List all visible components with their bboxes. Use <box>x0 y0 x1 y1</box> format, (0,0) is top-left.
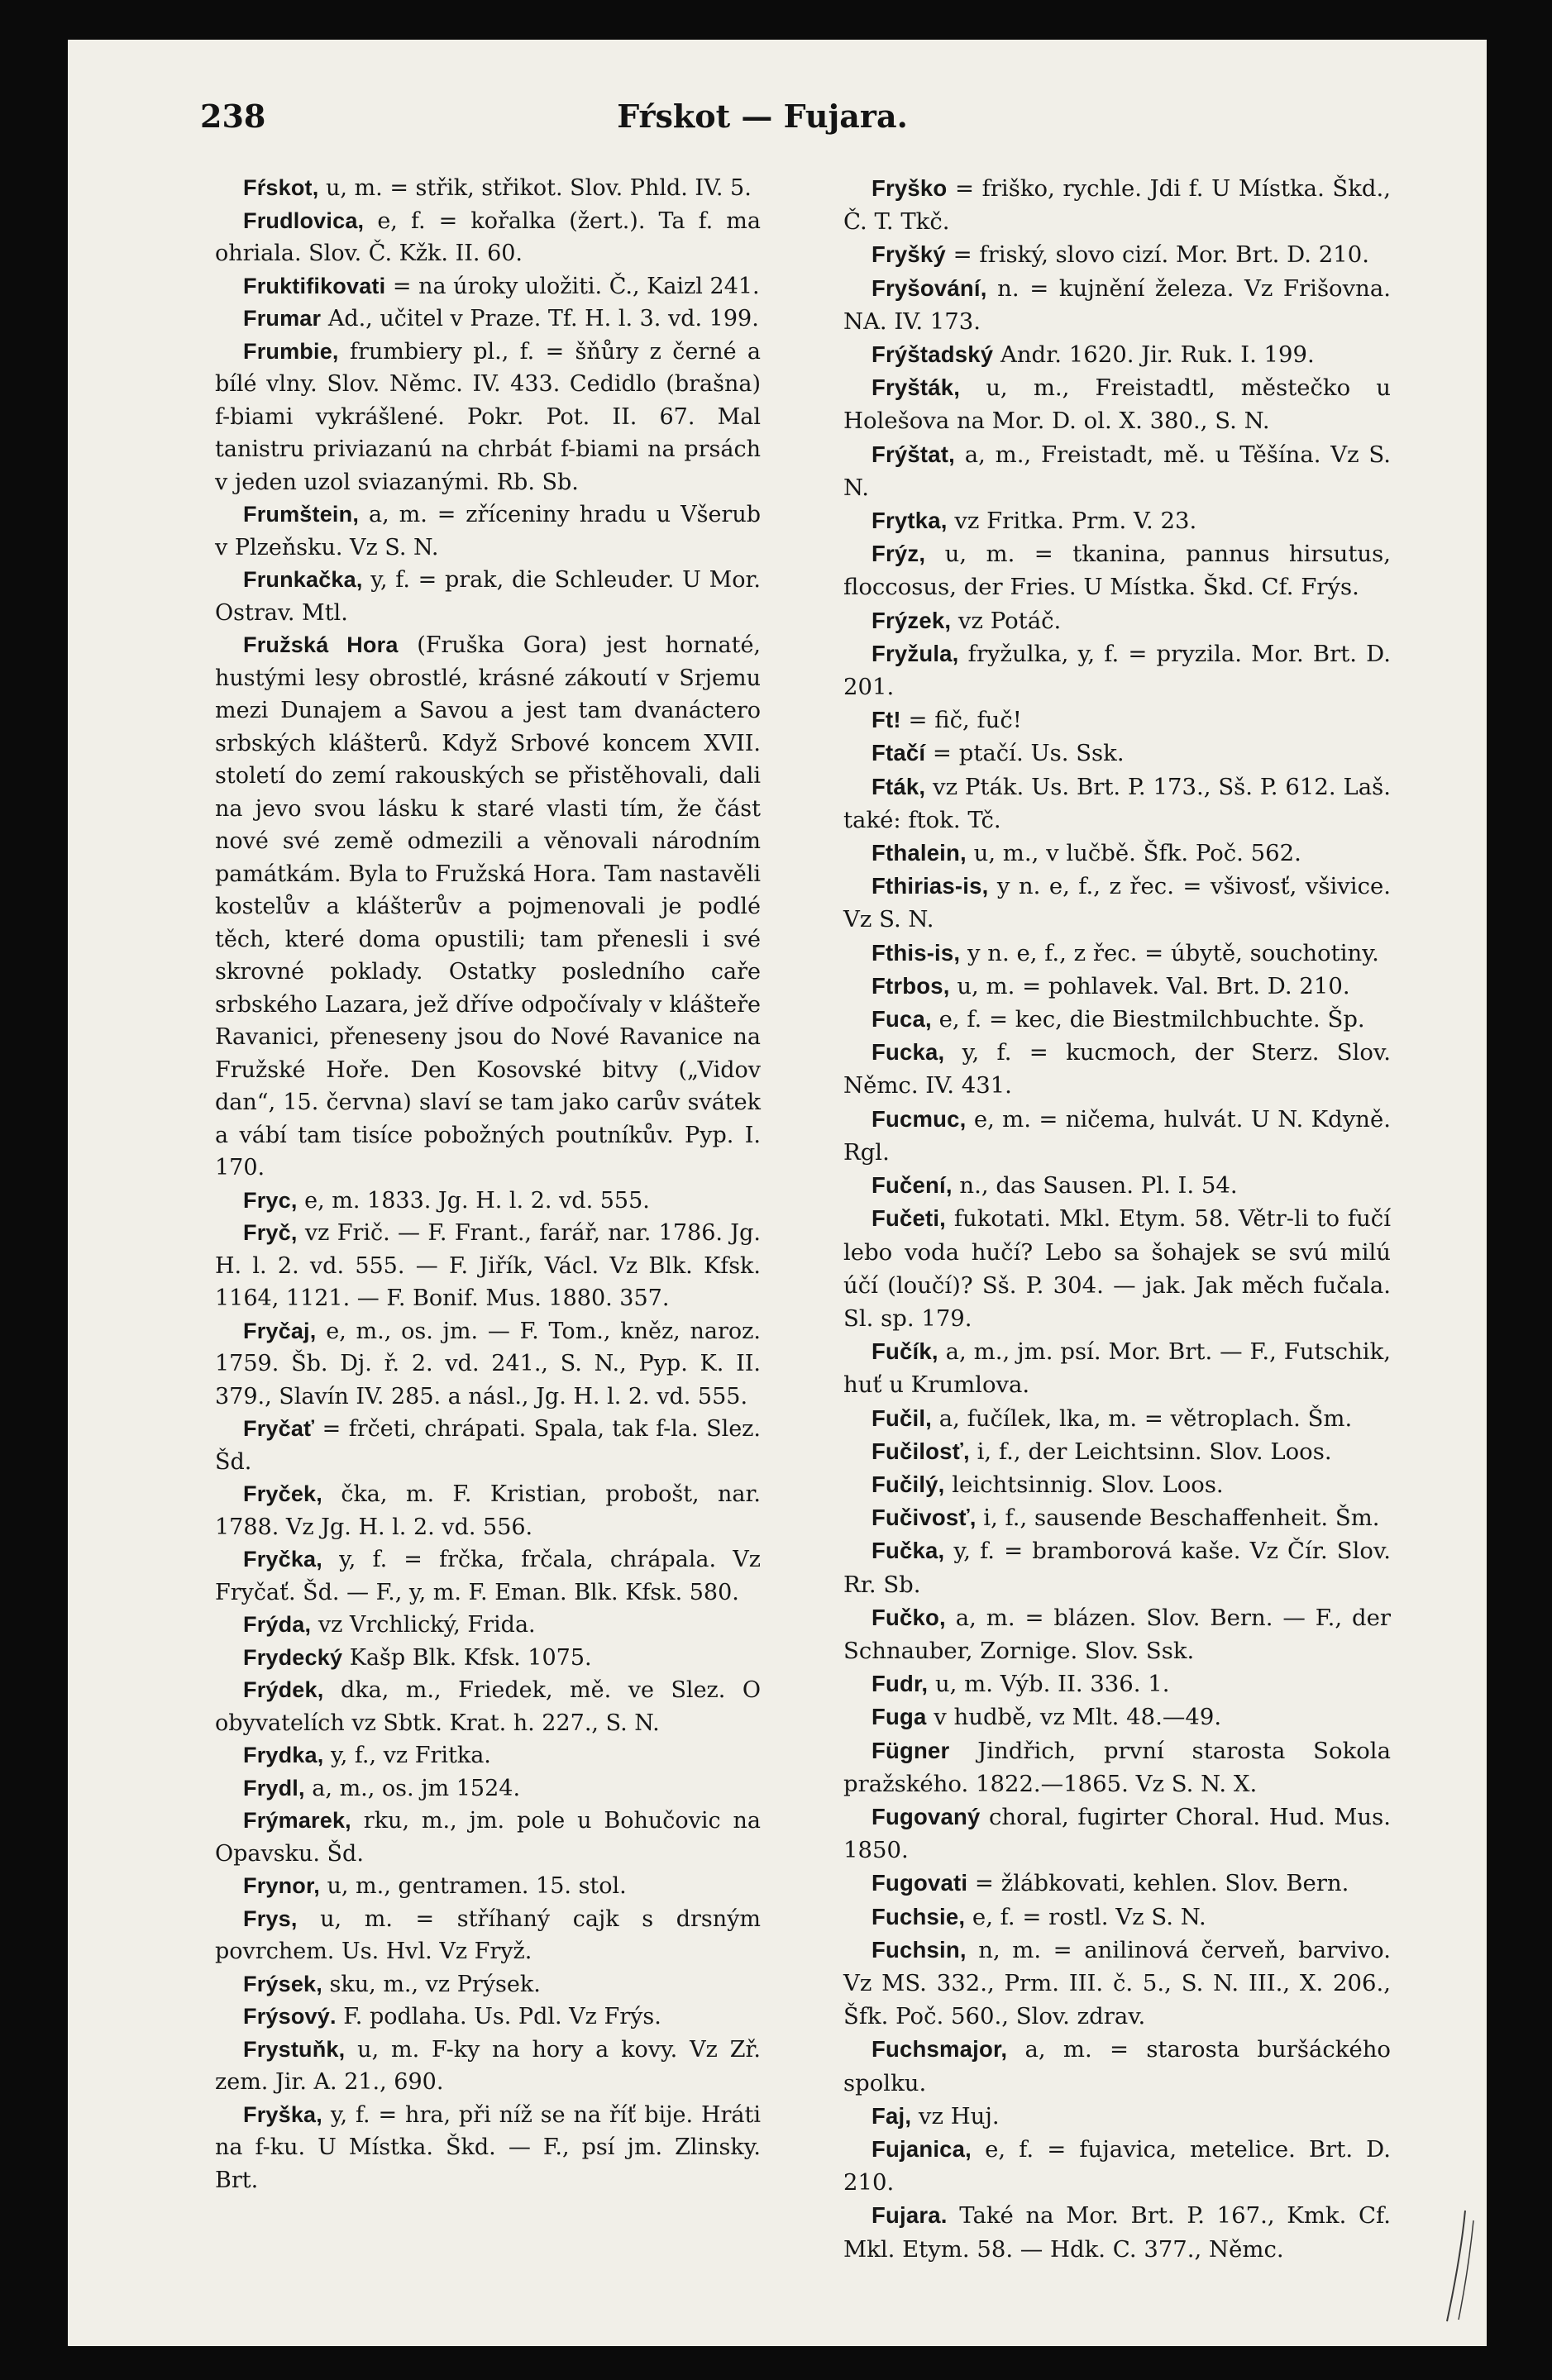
entry-headword: Frumbie, <box>243 338 339 364</box>
dictionary-entry <box>215 270 761 303</box>
dictionary-entry <box>215 1968 761 2001</box>
dictionary-entry <box>215 1805 761 1870</box>
left-column <box>215 172 761 2196</box>
dictionary-entry <box>215 1609 761 1642</box>
entry-definition: dka, m., Friedek, mě. ve Slez. O obyvatelích vz Sbtk. Krat. h. 227., S. N. <box>215 1677 761 1736</box>
entry-definition: y, f. = frčka, frčala, chrápala. Vz Fryčať. Šd. — F., y, m. F. Eman. Blk. Kfsk. 580. <box>215 1547 761 1605</box>
entry-definition: sku, m., vz Prýsek. <box>322 1971 541 1997</box>
entry-definition: vz Huj. <box>911 2102 1000 2130</box>
entry-definition: y, f. = kucmoch, der Sterz. Slov. Němc. IV. 431. <box>843 1039 1391 1099</box>
entry-headword: Frýsek, <box>243 1971 322 1996</box>
entry-headword: Fták, <box>872 773 926 799</box>
entry-definition: n, m. = anilinová červeň, barvivo. Vz MS. 332., Prm. III. č. 5., S. N. III., X. 206., Šfk. Poč. 560., Slov. zdrav. <box>843 1936 1391 2030</box>
entry-definition: y n. e, f., z řec. = všivosť, všivice. Vz S. N. <box>843 873 1391 933</box>
entry-definition: e, f. = kec, die Biestmilchbuchte. Šp. <box>931 1006 1365 1033</box>
dictionary-entry <box>843 1103 1391 1169</box>
dictionary-entry <box>215 303 761 336</box>
entry-headword: Fučení, <box>872 1172 953 1199</box>
entry-definition: y, f. = hra, při níž se na říť bije. Hráti na f-ku. U Místka. Škd. — F., psí jm. Zlinsky. Brt. <box>215 2101 761 2193</box>
dictionary-entry <box>843 1867 1391 1900</box>
entry-headword: Fryšování, <box>872 274 987 301</box>
entry-headword: Fügner <box>872 1737 950 1763</box>
entry-headword: Frystuňk, <box>243 2036 346 2062</box>
entry-headword: Fryček, <box>243 1481 322 1506</box>
dictionary-entry <box>215 1315 761 1414</box>
dictionary-entry <box>843 1468 1391 1501</box>
entry-headword: Fugovati <box>872 1870 968 1896</box>
dictionary-entry <box>843 1734 1391 1801</box>
entry-headword: Fujara. <box>872 2202 948 2229</box>
entry-definition: a, m., os. jm 1524. <box>304 1775 521 1801</box>
entry-headword: Fryčať <box>243 1416 315 1441</box>
entry-definition: u, m. = pohlavek. Val. Brt. D. 210. <box>949 972 1350 999</box>
entry-headword: Fuchsie, <box>872 1903 966 1929</box>
dictionary-entry <box>843 238 1391 271</box>
dictionary-entry <box>843 2033 1391 2099</box>
dictionary-entry <box>843 1202 1391 1335</box>
dictionary-entry <box>843 1601 1391 1667</box>
dictionary-entry <box>843 637 1391 704</box>
dictionary-entry <box>843 537 1391 603</box>
entry-definition: leichtsinnig. Slov. Loos. <box>944 1471 1224 1498</box>
entry-definition: vz Potáč. <box>951 607 1062 634</box>
right-column <box>843 172 1391 2266</box>
entry-headword: Fucmuc, <box>872 1105 967 1132</box>
entry-definition: u, m., gentramen. 15. stol. <box>319 1873 627 1899</box>
entry-definition: e, m., os. jm. — F. Tom., kněz, naroz. 1759. Šb. Dj. ř. 2. vd. 241., S. N., Pyp. K. II. 379., Slavín IV. 285. a násl., Jg. H. l. 2. vd. 555. <box>215 1318 761 1409</box>
entry-headword: Fŕskot, <box>243 175 319 200</box>
dictionary-entry <box>215 498 761 564</box>
entry-headword: Fučil, <box>872 1405 933 1431</box>
entry-definition: = žlábkovati, kehlen. Slov. Bern. <box>967 1870 1349 1897</box>
dictionary-entry <box>843 172 1391 238</box>
entry-definition: = friský, slovo cizí. Mor. Brt. D. 210. <box>945 241 1369 269</box>
entry-definition: n. = kujnění železa. Vz Frišovna. NA. IV. 173. <box>843 274 1391 335</box>
entry-headword: Fudr, <box>872 1671 929 1697</box>
entry-definition: a, m. = zříceniny hradu u Všerub v Plzeňsku. Vz S. N. <box>215 502 761 560</box>
dictionary-entry <box>843 1901 1391 1934</box>
page-header <box>200 98 1325 147</box>
entry-headword: Fthirias-is, <box>872 873 989 899</box>
dictionary-entry <box>843 937 1391 970</box>
entry-headword: Faj, <box>872 2102 912 2129</box>
entry-headword: Fryč, <box>243 1220 298 1245</box>
entry-definition: (Fruška Gora) jest hornaté, hustými lesy obrostlé, krásné zákoutí v Srjemu mezi Dunajem a Savou a jest tam dvanáctero srbských klášterů. Když Srbové koncem XVII. století do zemí rakouských se přistěhovali, dali na jevo svou lásku k staré vlasti tím, že část nové své země odmezili a věnovali národním památkám. Byla to Fružská Hora. Tam nastavěli kostelův a klášterův a pojmenovali je podlé těch, které doma opustili; tam přenesli i své skrovné poklady. Ostatky posledního caře srbského Lazara, jež dříve odpočívaly v klášteře Ravanici, přeneseny jsou do Nové Ravanice na Fružské Hoře. Den Kosovské bitvy („Vidov dan“, 15. června) slaví se tam jako carův svátek a vábí tam tisíce pobožných poutníkův. Pyp. I. 170. <box>215 632 761 1180</box>
entry-headword: Fružská Hora <box>243 632 399 657</box>
entry-definition: Také na Mor. Brt. P. 167., Kmk. Cf. Mkl. Etym. 58. — Hdk. C. 377., Němc. <box>843 2202 1391 2263</box>
dictionary-entry <box>843 1667 1391 1700</box>
entry-definition: i, f., der Leichtsinn. Slov. Loos. <box>969 1438 1332 1465</box>
entry-headword: Fučko, <box>872 1604 946 1630</box>
dictionary-entry <box>843 770 1391 837</box>
entry-definition: vz Vrchlický, Frida. <box>311 1612 536 1638</box>
entry-definition: e, f. = kořalka (žert.). Ta f. ma ohriala. Slov. Č. Kžk. II. 60. <box>215 207 761 266</box>
dictionary-entry <box>215 1217 761 1315</box>
entry-definition: = frčeti, chrápati. Spala, tak f-la. Slez. Šd. <box>215 1416 761 1475</box>
entry-headword: Fthalein, <box>872 840 967 866</box>
entry-headword: Frýštat, <box>872 441 955 467</box>
dictionary-entry <box>843 1402 1391 1435</box>
dictionary-entry <box>215 172 761 205</box>
dictionary-entry <box>215 1870 761 1903</box>
dictionary-entry <box>215 1185 761 1218</box>
entry-headword: Fruktifikovati <box>243 273 386 298</box>
entry-headword: Fučivosť, <box>872 1505 977 1531</box>
entry-headword: Fryc, <box>243 1187 298 1213</box>
dictionary-entry <box>215 564 761 629</box>
entry-definition: Jindřich, první starosta Sokola pražského. 1822.—1865. Vz S. N. X. <box>843 1737 1391 1797</box>
dictionary-entry <box>215 2001 761 2034</box>
entry-definition: a, m., Freistadt, mě. u Těšína. Vz S. N. <box>843 441 1391 501</box>
dictionary-entry <box>843 1435 1391 1468</box>
entry-headword: Fryšký <box>872 241 946 268</box>
entry-definition: = na úroky uložiti. Č., Kaizl 241. <box>385 273 760 299</box>
dictionary-entry <box>215 1413 761 1478</box>
dictionary-entry <box>843 1534 1391 1600</box>
entry-headword: Fucka, <box>872 1039 945 1066</box>
entry-headword: Frýsový. <box>243 2004 337 2029</box>
dictionary-entry <box>843 837 1391 870</box>
entry-headword: Frumar <box>243 306 322 331</box>
entry-definition: vz Frič. — F. Frant., farář, nar. 1786. Jg. H. l. 2. vd. 555. — F. Jiřík, Václ. Vz Blk. Kfsk. 1164, 1121. — F. Bonif. Mus. 1880. 357. <box>215 1220 761 1311</box>
entry-headword: Fryčaj, <box>243 1318 317 1343</box>
entry-definition: e, m. 1833. Jg. H. l. 2. vd. 555. <box>297 1187 650 1214</box>
entry-definition: a, fučílek, lka, m. = větroplach. Šm. <box>932 1405 1353 1432</box>
entry-definition: u, m., Freistadtl, městečko u Holešova na Mor. D. ol. X. 380., S. N. <box>843 374 1391 435</box>
entry-definition: Kašp Blk. Kfsk. 1075. <box>342 1644 592 1671</box>
entry-headword: Fučilý, <box>872 1471 945 1497</box>
entry-definition: fryžulka, y, f. = pryzila. Mor. Brt. D. 201. <box>843 640 1391 701</box>
dictionary-entry <box>215 1772 761 1805</box>
entry-definition: F. podlaha. Us. Pdl. Vz Frýs. <box>336 2004 661 2029</box>
entry-headword: Ftačí <box>872 740 926 766</box>
entry-headword: Frynor, <box>243 1873 320 1898</box>
entry-headword: Fryčka, <box>243 1547 322 1572</box>
dictionary-entry <box>215 2099 761 2197</box>
dictionary-entry <box>215 1543 761 1609</box>
entry-headword: Fučeti, <box>872 1205 947 1232</box>
entry-definition: u, m., v lučbě. Šfk. Poč. 562. <box>966 840 1301 867</box>
dictionary-entry <box>843 1169 1391 1202</box>
dictionary-entry <box>215 1478 761 1543</box>
dictionary-entry <box>215 205 761 270</box>
dictionary-entry <box>843 504 1391 537</box>
dictionary-entry <box>843 604 1391 637</box>
entry-definition: y n. e, f., z řec. = úbytě, souchotiny. <box>960 939 1379 966</box>
entry-definition: i, f., sausende Beschaffenheit. Šm. <box>976 1505 1380 1532</box>
dictionary-entry <box>843 1700 1391 1734</box>
entry-definition: frumbiery pl., f. = šňůry z černé a bílé vlny. Slov. Němc. IV. 433. Cedidlo (brašna) f-biami vykrášlené. Pokr. Pot. II. 67. Mal tanistru priviazanú na chrbát f-biami na prsách v jeden uzol sviazanými. Rb. Sb. <box>215 338 761 495</box>
entry-definition: a, m., jm. psí. Mor. Brt. — F., Futschik, huť u Krumlova. <box>843 1338 1391 1399</box>
entry-definition: u, m. = střik, střikot. Slov. Phld. IV. 5. <box>318 175 752 201</box>
dictionary-entry <box>843 1801 1391 1867</box>
entry-definition: = fič, fuč! <box>900 707 1022 734</box>
entry-definition: Ad., učitel v Praze. Tf. H. l. 3. vd. 199. <box>321 306 759 331</box>
entry-definition: choral, fugirter Choral. Hud. Mus. 1850. <box>843 1803 1391 1864</box>
running-head: Fŕskot — Fujara. <box>617 98 908 135</box>
dictionary-entry <box>843 1934 1391 2034</box>
dictionary-entry <box>843 438 1391 504</box>
entry-headword: Frýzek, <box>872 607 952 633</box>
entry-headword: Fučka, <box>872 1538 945 1564</box>
entry-definition: y, f., vz Fritka. <box>323 1743 491 1768</box>
entry-headword: Fučík, <box>872 1338 938 1365</box>
entry-definition: n., das Sausen. Pl. I. 54. <box>952 1172 1238 1200</box>
entry-definition: Andr. 1620. Jir. Ruk. I. 199. <box>993 341 1315 369</box>
entry-definition: vz Pták. Us. Brt. P. 173., Sš. P. 612. Laš. také: ftok. Tč. <box>843 773 1391 833</box>
entry-definition: rku, m., jm. pole u Bohučovic na Opavsku. Šd. <box>215 1808 761 1867</box>
dictionary-entry <box>843 737 1391 770</box>
entry-definition: e, m. = ničema, hulvát. U N. Kdyně. Rgl. <box>843 1105 1391 1166</box>
entry-definition: u, m. = stříhaný cajk s drsným povrchem. Us. Hvl. Vz Fryž. <box>215 1905 761 1964</box>
dictionary-entry <box>843 704 1391 737</box>
dictionary-entry <box>215 629 761 1185</box>
entry-definition: e, f. = fujavica, metelice. Brt. D. 210. <box>843 2135 1391 2196</box>
entry-definition: fukotati. Mkl. Etym. 58. Větr-li to fučí lebo voda hučí? Lebo sa šohajek se svú milú účí (loučí)? Sš. P. 304. — jak. Jak měch fučala. Sl. sp. 179. <box>843 1205 1391 1332</box>
dictionary-page <box>68 40 1487 2346</box>
entry-definition: = friško, rychle. Jdi f. U Místka. Škd., Č. T. Tkč. <box>843 175 1391 236</box>
dictionary-entry <box>843 1501 1391 1534</box>
dictionary-entry <box>215 1674 761 1739</box>
margin-pencil-mark <box>1430 2204 1480 2328</box>
entry-headword: Fryžula, <box>872 640 959 666</box>
entry-headword: Fuchsmajor, <box>872 2036 1008 2063</box>
dictionary-entry <box>843 272 1391 338</box>
entry-headword: Frunkačka, <box>243 567 363 592</box>
dictionary-entry <box>843 1036 1391 1102</box>
entry-headword: Frys, <box>243 1905 298 1931</box>
entry-headword: Frydl, <box>243 1775 305 1801</box>
dictionary-entry <box>215 1642 761 1675</box>
entry-headword: Frýda, <box>243 1612 312 1637</box>
dictionary-entry <box>843 1003 1391 1036</box>
entry-definition: čka, m. F. Kristian, probošt, nar. 1788. Vz Jg. H. l. 2. vd. 556. <box>215 1481 761 1540</box>
entry-definition: y, f. = prak, die Schleuder. U Mor. Ostrav. Mtl. <box>215 567 761 626</box>
entry-headword: Ft! <box>872 707 901 733</box>
dictionary-entry <box>215 336 761 499</box>
entry-definition: vz Fritka. Prm. V. 23. <box>947 508 1197 535</box>
entry-definition: a, m. = blázen. Slov. Bern. — F., der Schnauber, Zornige. Slov. Ssk. <box>843 1604 1391 1664</box>
dictionary-entry <box>215 1903 761 1968</box>
entry-headword: Frýmarek, <box>243 1808 351 1833</box>
entry-headword: Fučilosť, <box>872 1438 970 1464</box>
dictionary-entry <box>843 2199 1391 2265</box>
entry-headword: Fuga <box>872 1704 927 1730</box>
dictionary-entry <box>843 2133 1391 2199</box>
entry-headword: Fujanica, <box>872 2135 972 2162</box>
entry-headword: Frytka, <box>872 508 948 534</box>
entry-definition: v hudbě, vz Mlt. 48.—49. <box>926 1704 1222 1731</box>
entry-definition: u, m. Výb. II. 336. 1. <box>928 1671 1170 1698</box>
entry-headword: Frydecký <box>243 1644 343 1670</box>
entry-headword: Frumštein, <box>243 502 360 527</box>
dictionary-entry <box>843 338 1391 371</box>
entry-definition: a, m. = starosta buršáckého spolku. <box>843 2036 1391 2096</box>
entry-headword: Frýdek, <box>243 1677 324 1702</box>
dictionary-entry <box>843 371 1391 437</box>
entry-headword: Frudlovica, <box>243 207 365 233</box>
entry-headword: Frýštadský <box>872 341 994 368</box>
entry-definition: u, m. = tkanina, pannus hirsutus, floccosus, der Fries. U Místka. Škd. Cf. Frýs. <box>843 541 1391 601</box>
entry-definition: u, m. F-ky na hory a kovy. Vz Zř. zem. Jir. A. 21., 690. <box>215 2036 761 2095</box>
entry-definition: e, f. = rostl. Vz S. N. <box>965 1903 1206 1930</box>
dictionary-entry <box>215 2034 761 2099</box>
dictionary-entry <box>843 1335 1391 1401</box>
entry-headword: Frydka, <box>243 1743 324 1767</box>
entry-headword: Fthis-is, <box>872 939 961 966</box>
entry-headword: Fryško <box>872 175 948 201</box>
dictionary-entry <box>843 970 1391 1003</box>
dictionary-entry <box>843 2100 1391 2133</box>
entry-headword: Fugovaný <box>872 1803 981 1829</box>
entry-headword: Fryšták, <box>872 374 961 401</box>
entry-headword: Fryška, <box>243 2101 322 2127</box>
dictionary-entry <box>215 1739 761 1772</box>
entry-definition: y, f. = bramborová kaše. Vz Čír. Slov. Rr. Sb. <box>843 1538 1391 1598</box>
entry-headword: Fuca, <box>872 1006 932 1033</box>
entry-headword: Frýz, <box>872 541 926 567</box>
entry-headword: Fuchsin, <box>872 1936 967 1963</box>
dictionary-entry <box>843 870 1391 936</box>
page-number: 238 <box>200 98 266 135</box>
entry-headword: Ftrbos, <box>872 972 950 999</box>
entry-definition: = ptačí. Us. Ssk. <box>925 740 1125 767</box>
